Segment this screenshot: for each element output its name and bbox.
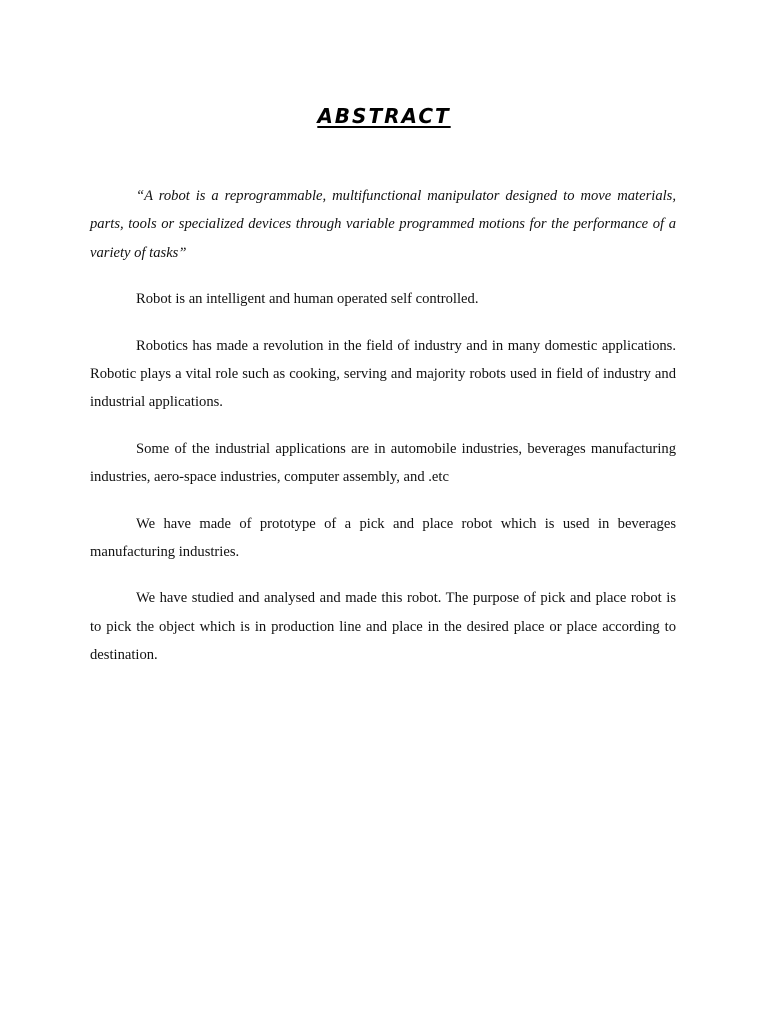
paragraph-purpose: We have studied and analysed and made this robot. The purpose of pick and place robot is to pick the object which is in production line and place in the desired place or place according to destination. [90,590,676,664]
paragraph-robotics-revolution: Robotics has made a revolution in the field of industry and in many domestic applications. Robotic plays a vital role such as cooking, serving and majority robots used in field of industry and industrial applications. [90,337,676,411]
definition-quote-paragraph: “A robot is a reprogrammable, multifunctional manipulator designed to move materials, parts, tools or specialized devices through variable programmed motions for the performance of a variety of tasks” [90,188,676,261]
abstract-body [90,182,676,688]
paragraph-robot-definition: Robot is an intelligent and human operated self controlled. [136,291,479,308]
page-title: ABSTRACT [317,104,451,128]
paragraph-prototype: We have made of prototype of a pick and place robot which is used in beverages manufacturing industries. [90,515,676,561]
paragraph-industrial-applications: Some of the industrial applications are in automobile industries, beverages manufacturing industries, aero-space industries, computer assembly, and .etc [90,440,676,486]
